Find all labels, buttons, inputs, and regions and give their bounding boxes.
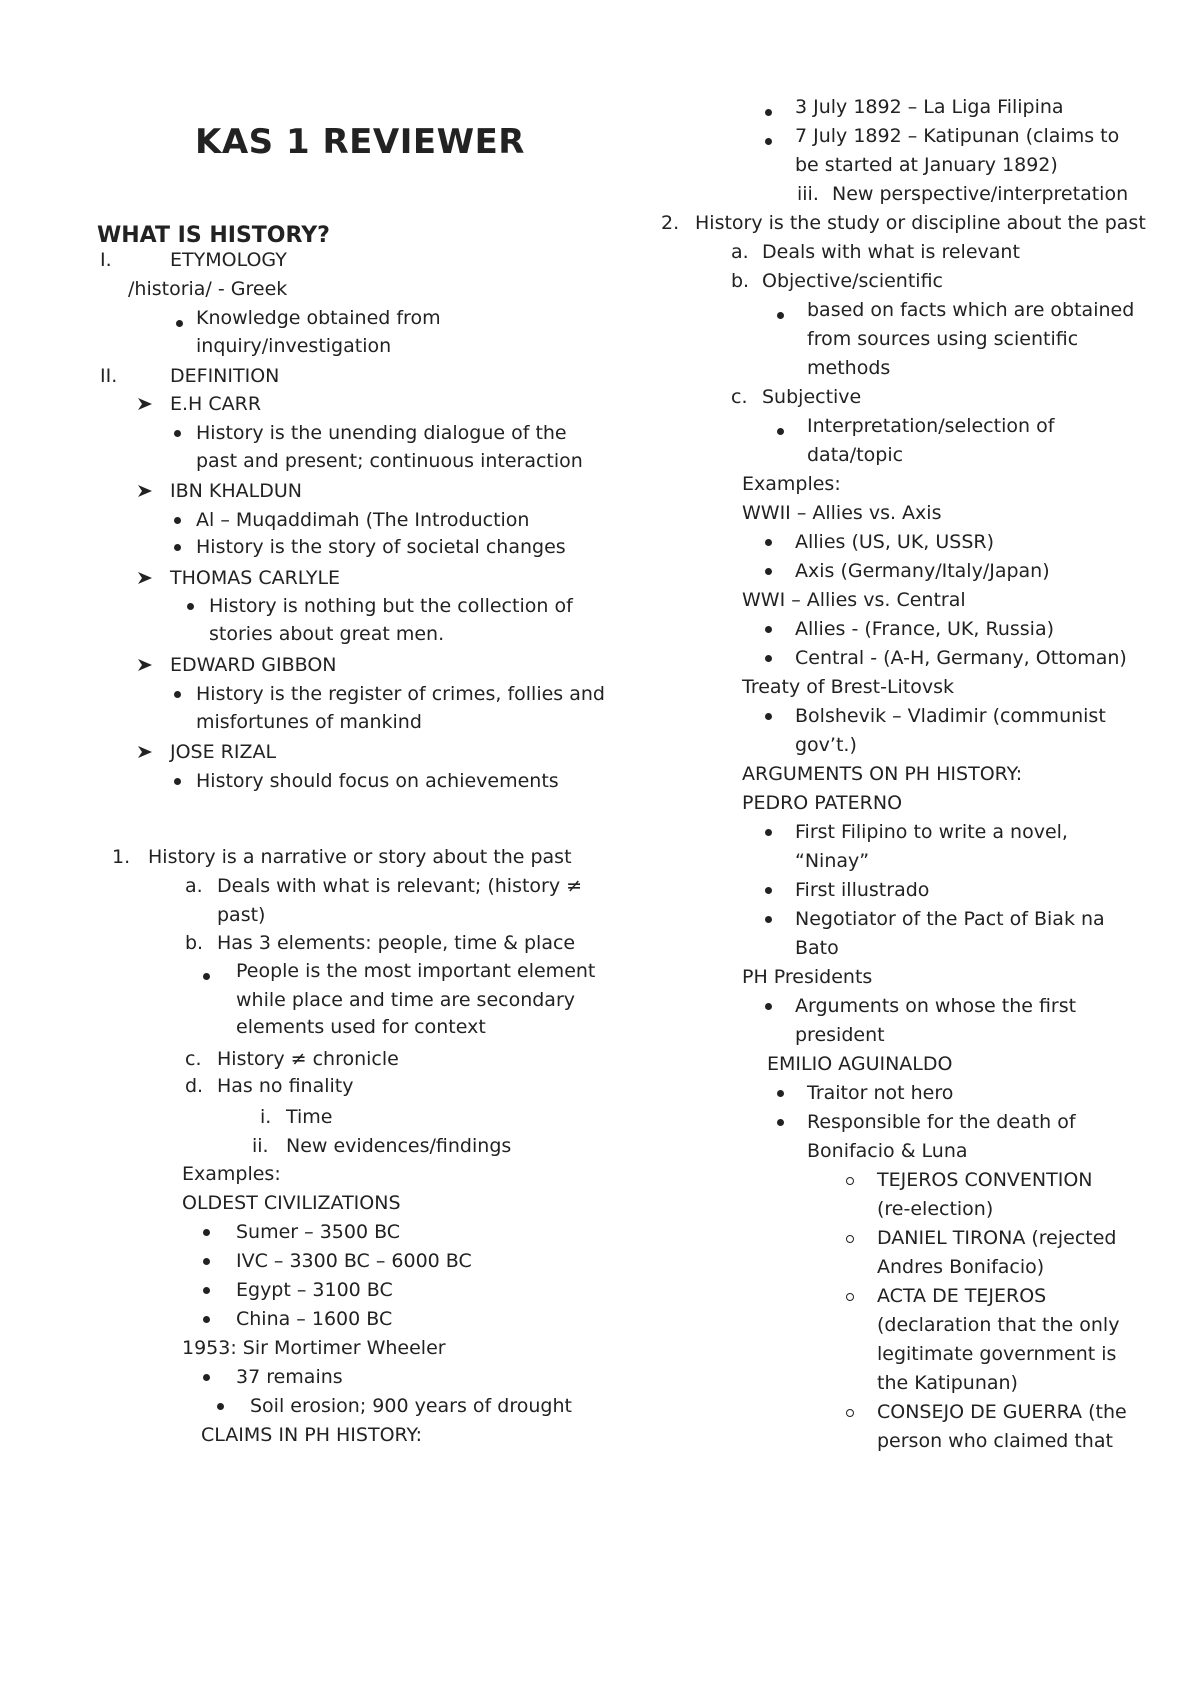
note-line: stories about great men. — [209, 623, 445, 645]
examples-label: Examples: — [742, 473, 841, 495]
note-line: Sumer – 3500 BC — [236, 1221, 401, 1243]
subheading: EMILIO AGUINALDO — [767, 1053, 953, 1075]
note-line: History should focus on achievements — [196, 770, 559, 792]
circle-bullet-icon — [846, 1409, 854, 1417]
bullet-icon — [174, 691, 181, 698]
definer-name: JOSE RIZAL — [170, 741, 277, 763]
definer-name: EDWARD GIBBON — [170, 654, 337, 676]
note-line: History is a narrative or story about the past — [148, 846, 572, 868]
note-line: Bolshevik – Vladimir (communist — [795, 705, 1106, 727]
note-line: People is the most important element — [236, 960, 596, 982]
note-line: Allies - (France, UK, Russia) — [795, 618, 1054, 640]
bullet-icon — [765, 626, 772, 633]
note-line: Has 3 elements: people, time & place — [217, 932, 576, 954]
note-line: Deals with what is relevant; (history ≠ — [217, 875, 583, 897]
note-line: person who claimed that — [877, 1430, 1113, 1452]
note-line: New perspective/interpretation — [832, 183, 1129, 205]
note-line: data/topic — [807, 444, 904, 466]
note-line: Bonifacio & Luna — [807, 1140, 968, 1162]
definition-heading: DEFINITION — [170, 365, 280, 387]
bullet-icon — [777, 1090, 784, 1097]
subheading: WWII – Allies vs. Axis — [742, 502, 942, 524]
note-line: Egypt – 3100 BC — [236, 1279, 393, 1301]
circle-bullet-icon — [846, 1235, 854, 1243]
bullet-icon — [203, 1374, 210, 1381]
bullet-icon — [765, 109, 772, 116]
note-line: Time — [286, 1106, 333, 1128]
list-letter: a. — [185, 875, 203, 897]
arrow-bullet-icon — [137, 745, 153, 759]
note-line: History ≠ chronicle — [217, 1048, 399, 1070]
bullet-icon — [203, 1258, 210, 1265]
section-heading: WHAT IS HISTORY? — [97, 223, 330, 248]
note-line: Soil erosion; 900 years of drought — [250, 1395, 572, 1417]
note-line: CONSEJO DE GUERRA (the — [877, 1401, 1127, 1423]
note-line: China – 1600 BC — [236, 1308, 393, 1330]
arrow-bullet-icon — [137, 658, 153, 672]
list-number: 1. — [112, 846, 131, 868]
note-line: Has no finality — [217, 1075, 354, 1097]
note-line: (re-election) — [877, 1198, 994, 1220]
arrow-bullet-icon — [137, 571, 153, 585]
note-line: History is the register of crimes, follies and — [196, 683, 605, 705]
note-line: Allies (US, UK, USSR) — [795, 531, 995, 553]
bullet-icon — [174, 517, 181, 524]
note-line: elements used for context — [236, 1016, 486, 1038]
bullet-icon — [765, 887, 772, 894]
note-line: IVC – 3300 BC – 6000 BC — [236, 1250, 472, 1272]
page-title: KAS 1 REVIEWER — [195, 122, 525, 162]
list-letter: d. — [185, 1075, 204, 1097]
list-letter: b. — [185, 932, 204, 954]
circle-bullet-icon — [846, 1177, 854, 1185]
bullet-icon — [203, 973, 210, 980]
bullet-icon — [765, 713, 772, 720]
note-line: from sources using scientific — [807, 328, 1079, 350]
note-line: New evidences/findings — [286, 1135, 512, 1157]
definer-name: E.H CARR — [170, 393, 262, 415]
subheading: CLAIMS IN PH HISTORY: — [201, 1424, 423, 1446]
note-line: 3 July 1892 – La Liga Filipina — [795, 96, 1064, 118]
note-line: be started at January 1892) — [795, 154, 1058, 176]
arrow-bullet-icon — [137, 484, 153, 498]
subheading: Treaty of Brest-Litovsk — [742, 676, 955, 698]
bullet-icon — [777, 1119, 784, 1126]
list-letter: b. — [731, 270, 750, 292]
numeral: I. — [100, 249, 112, 271]
note-line: misfortunes of mankind — [196, 711, 422, 733]
list-roman: iii. — [797, 183, 819, 205]
note-line: History is the unending dialogue of the — [196, 422, 567, 444]
bullet-icon — [765, 138, 772, 145]
note-line: 7 July 1892 – Katipunan (claims to — [795, 125, 1120, 147]
note-line: Arguments on whose the first — [795, 995, 1077, 1017]
note-line: 37 remains — [236, 1366, 343, 1388]
subheading: OLDEST CIVILIZATIONS — [182, 1192, 401, 1214]
note-line: Axis (Germany/Italy/Japan) — [795, 560, 1050, 582]
bullet-icon — [203, 1229, 210, 1236]
note-line: History is the story of societal changes — [196, 536, 566, 558]
note-line: past) — [217, 904, 266, 926]
note-line: Subjective — [762, 386, 862, 408]
note-line: History is the study or discipline about the past — [695, 212, 1146, 234]
subheading: WWI – Allies vs. Central — [742, 589, 966, 611]
note-line: gov’t.) — [795, 734, 857, 756]
note-line: TEJEROS CONVENTION — [877, 1169, 1093, 1191]
note-line: Knowledge obtained from — [196, 307, 441, 329]
subheading: PH Presidents — [742, 966, 873, 988]
numeral: II. — [100, 365, 118, 387]
note-line: Bato — [795, 937, 839, 959]
arrow-bullet-icon — [137, 397, 153, 411]
note-line: First Filipino to write a novel, — [795, 821, 1068, 843]
bullet-icon — [765, 1003, 772, 1010]
definer-name: THOMAS CARLYLE — [170, 567, 341, 589]
note-line: Objective/scientific — [762, 270, 943, 292]
bullet-icon — [217, 1403, 224, 1410]
bullet-icon — [765, 916, 772, 923]
list-letter: c. — [731, 386, 748, 408]
note-line: ACTA DE TEJEROS — [877, 1285, 1047, 1307]
note-line: legitimate government is — [877, 1343, 1117, 1365]
subheading: ARGUMENTS ON PH HISTORY: — [742, 763, 1023, 785]
note-line: Responsible for the death of — [807, 1111, 1076, 1133]
bullet-icon — [174, 430, 181, 437]
note-line: Interpretation/selection of — [807, 415, 1055, 437]
note-line: the Katipunan) — [877, 1372, 1018, 1394]
bullet-icon — [176, 320, 183, 327]
note-line: Traitor not hero — [807, 1082, 954, 1104]
note-line: past and present; continuous interaction — [196, 450, 583, 472]
examples-label: Examples: — [182, 1163, 281, 1185]
note-line: History is nothing but the collection of — [209, 595, 573, 617]
bullet-icon — [174, 778, 181, 785]
list-roman: i. — [260, 1106, 272, 1128]
note-line: methods — [807, 357, 891, 379]
bullet-icon — [765, 655, 772, 662]
note-line: Negotiator of the Pact of Biak na — [795, 908, 1105, 930]
note-line: Al – Muqaddimah (The Introduction — [196, 509, 530, 531]
bullet-icon — [777, 312, 784, 319]
note-line: DANIEL TIRONA (rejected — [877, 1227, 1117, 1249]
list-number: 2. — [661, 212, 680, 234]
list-roman: ii. — [252, 1135, 269, 1157]
definer-name: IBN KHALDUN — [170, 480, 302, 502]
note-line: based on facts which are obtained — [807, 299, 1135, 321]
bullet-icon — [777, 428, 784, 435]
circle-bullet-icon — [846, 1293, 854, 1301]
bullet-icon — [765, 829, 772, 836]
note-line: Deals with what is relevant — [762, 241, 1020, 263]
bullet-icon — [765, 539, 772, 546]
note-line: Andres Bonifacio) — [877, 1256, 1045, 1278]
etymology-heading: ETYMOLOGY — [170, 249, 287, 271]
subheading: PEDRO PATERNO — [742, 792, 903, 814]
note-line: First illustrado — [795, 879, 930, 901]
note-line: (declaration that the only — [877, 1314, 1120, 1336]
etymology-root: /historia/ - Greek — [128, 278, 288, 300]
note-line: inquiry/investigation — [196, 335, 392, 357]
list-letter: c. — [185, 1048, 202, 1070]
note-line: “Ninay” — [795, 850, 870, 872]
note-line: president — [795, 1024, 885, 1046]
list-letter: a. — [731, 241, 749, 263]
note-line: 1953: Sir Mortimer Wheeler — [182, 1337, 446, 1359]
note-line: Central - (A-H, Germany, Ottoman) — [795, 647, 1127, 669]
bullet-icon — [203, 1316, 210, 1323]
bullet-icon — [765, 568, 772, 575]
bullet-icon — [187, 603, 194, 610]
bullet-icon — [174, 544, 181, 551]
bullet-icon — [203, 1287, 210, 1294]
note-line: while place and time are secondary — [236, 989, 576, 1011]
